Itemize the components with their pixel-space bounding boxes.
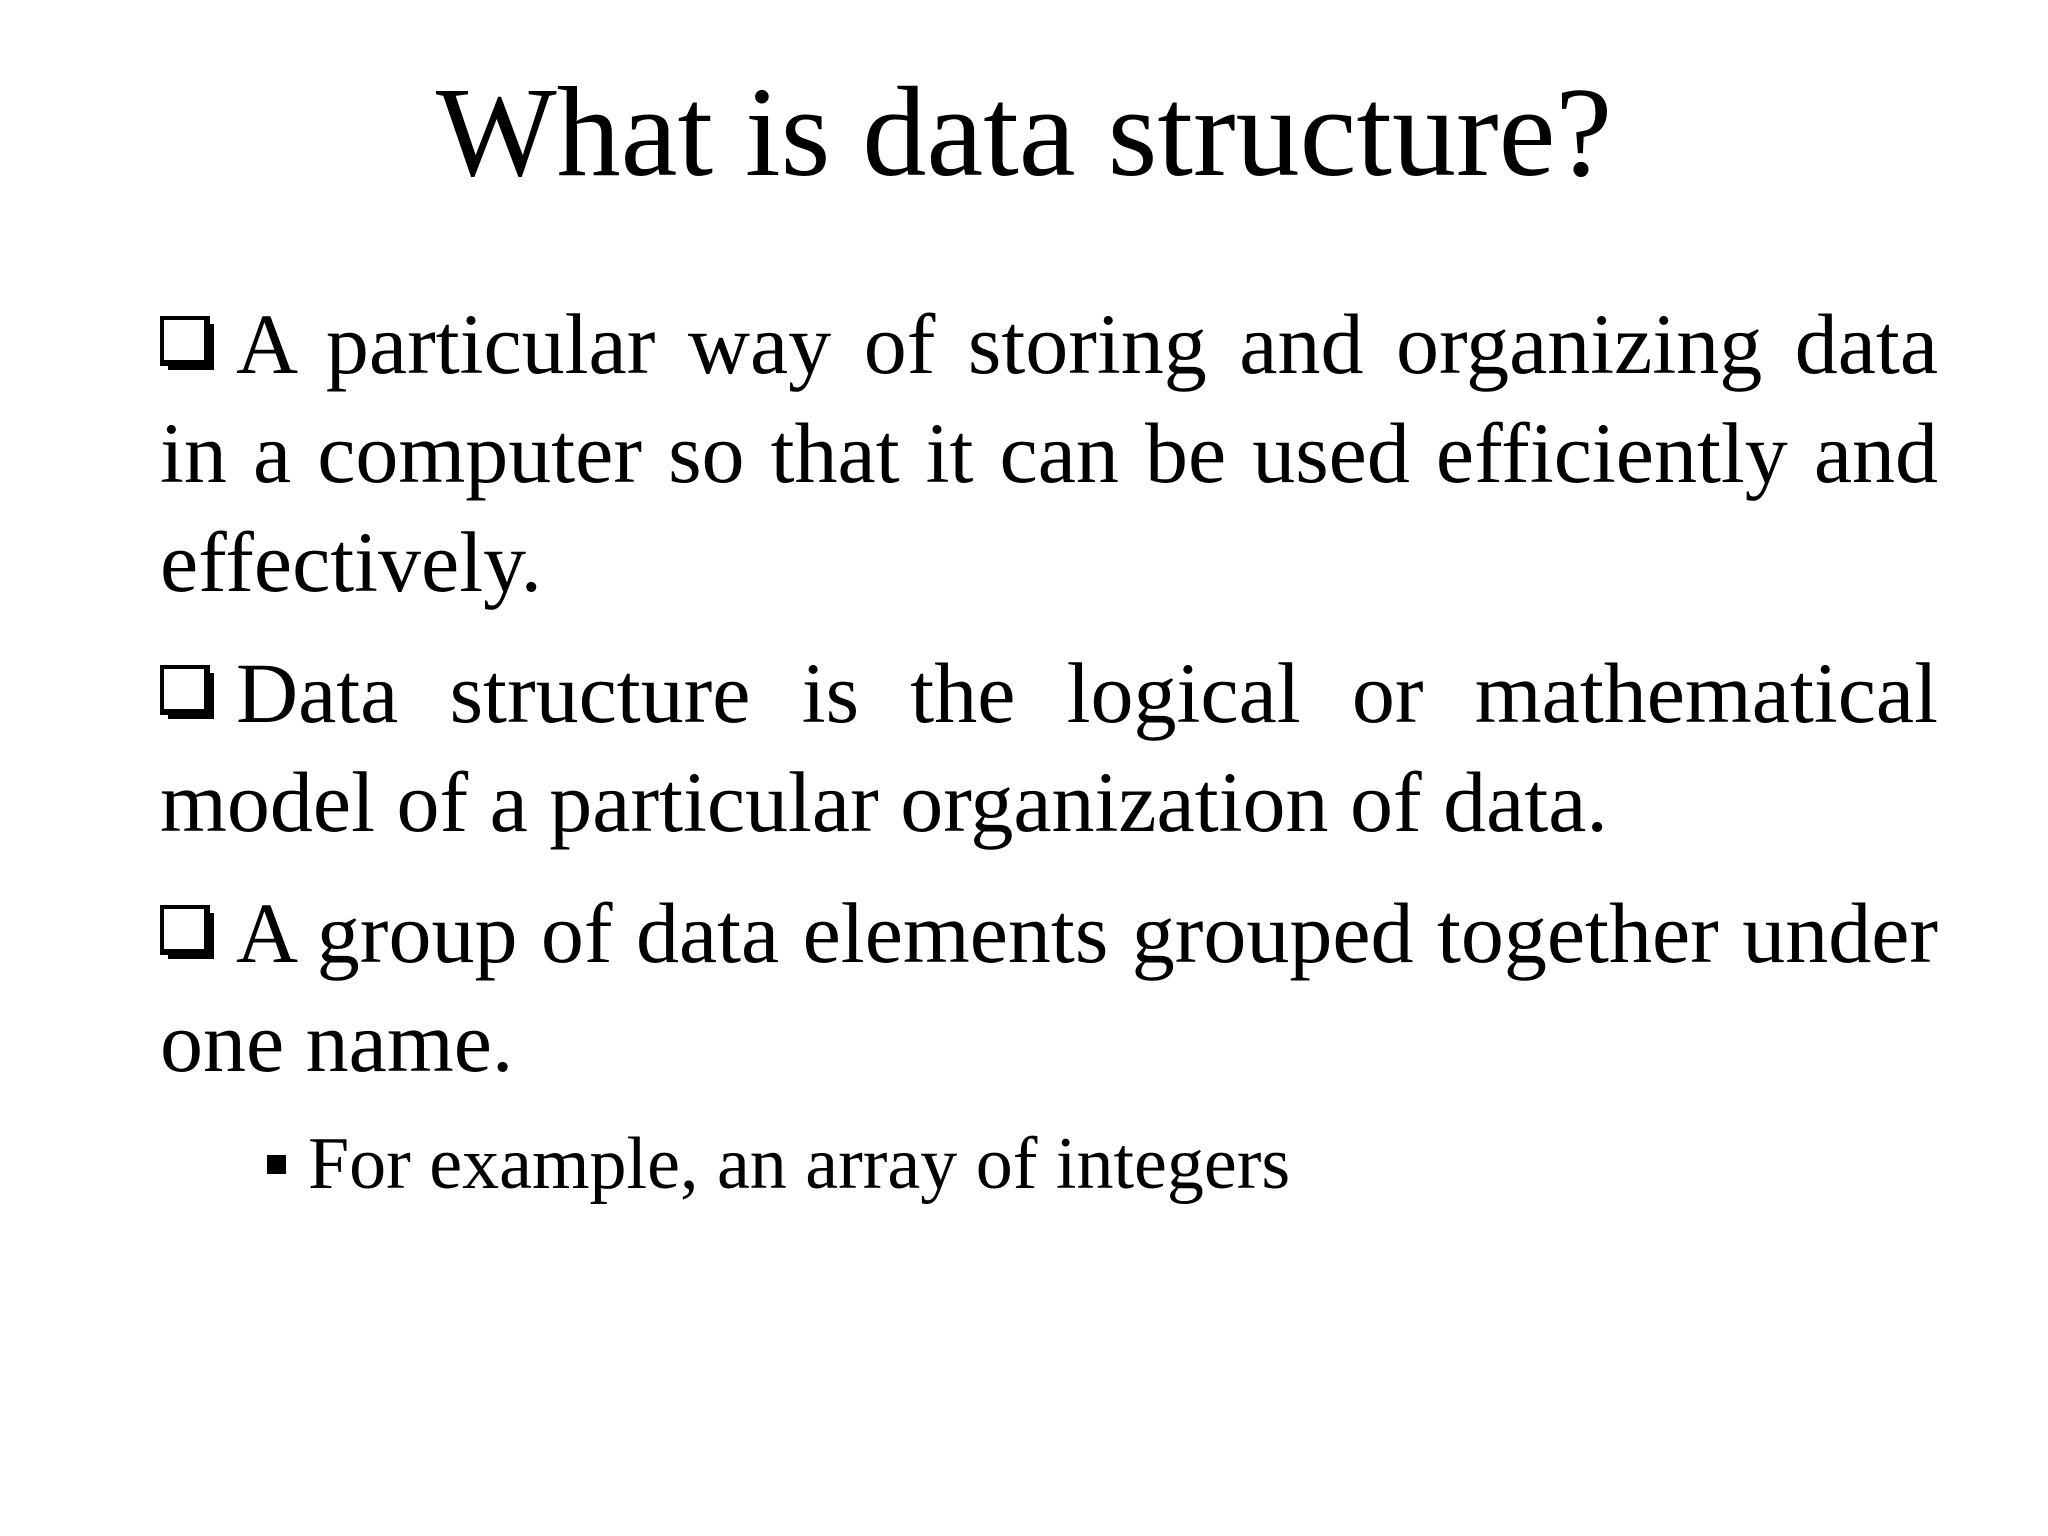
slide-title: What is data structure? bbox=[435, 61, 1613, 203]
slide-body bbox=[160, 290, 1938, 1209]
checkbox-icon bbox=[160, 665, 214, 719]
square-bullet-icon bbox=[267, 1155, 286, 1174]
checkbox-icon bbox=[160, 905, 214, 959]
bullet-text: A particular way of storing and organizing data in a computer so that it can be used efficiently and effectively. bbox=[160, 296, 1938, 610]
sub-bullet-text: For example, an array of integers bbox=[308, 1123, 1291, 1205]
bullet-item bbox=[160, 290, 1938, 617]
bullet-text: A group of data elements grouped together under one name. bbox=[160, 885, 1938, 1090]
sub-bullet-item bbox=[267, 1119, 1938, 1209]
checkbox-icon bbox=[160, 316, 214, 370]
bullet-text: Data structure is the logical or mathematical model of a particular organization of data. bbox=[160, 645, 1938, 850]
bullet-item bbox=[160, 639, 1938, 857]
bullet-item bbox=[160, 879, 1938, 1097]
